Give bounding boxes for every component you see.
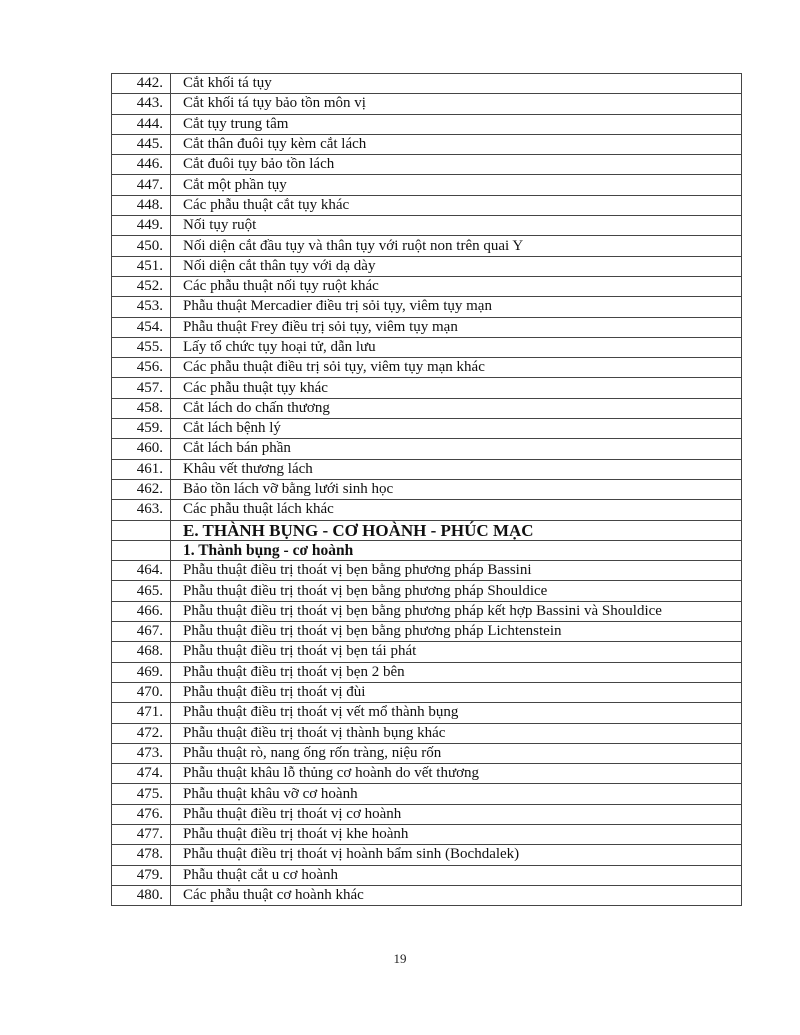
- row-number: 454.: [112, 317, 171, 337]
- row-number: 450.: [112, 236, 171, 256]
- table-row: [112, 419, 742, 439]
- row-text: Cắt lách bán phần: [171, 439, 742, 459]
- row-text: Các phẫu thuật nối tụy ruột khác: [171, 276, 742, 296]
- row-number: 461.: [112, 459, 171, 479]
- table-row: [112, 195, 742, 215]
- row-text: Các phẫu thuật lách khác: [171, 500, 742, 520]
- table-row: [112, 804, 742, 824]
- row-number: 475.: [112, 784, 171, 804]
- row-text: Phẫu thuật điều trị thoát vị bẹn bằng phương pháp kết hợp Bassini và Shouldice: [171, 601, 742, 621]
- row-number: 453.: [112, 297, 171, 317]
- row-text: Bảo tồn lách vỡ bằng lưới sinh học: [171, 479, 742, 499]
- row-number: 458.: [112, 398, 171, 418]
- table-row: [112, 682, 742, 702]
- row-number: 449.: [112, 216, 171, 236]
- table-row: [112, 520, 742, 540]
- row-number: 448.: [112, 195, 171, 215]
- table-row: [112, 317, 742, 337]
- row-text: E. THÀNH BỤNG - CƠ HOÀNH - PHÚC MẠC: [171, 520, 742, 540]
- row-number: 451.: [112, 256, 171, 276]
- row-text: Cắt khối tá tụy: [171, 74, 742, 94]
- row-text: Các phẫu thuật cắt tụy khác: [171, 195, 742, 215]
- row-number: 474.: [112, 764, 171, 784]
- row-text: Cắt lách do chấn thương: [171, 398, 742, 418]
- row-number: 476.: [112, 804, 171, 824]
- table-row: [112, 622, 742, 642]
- table-row: [112, 94, 742, 114]
- table-row: [112, 824, 742, 844]
- row-text: Phẫu thuật cắt u cơ hoành: [171, 865, 742, 885]
- row-number: 470.: [112, 682, 171, 702]
- row-number: [112, 520, 171, 540]
- row-text: Cắt lách bệnh lý: [171, 419, 742, 439]
- row-number: 471.: [112, 703, 171, 723]
- table-row: [112, 581, 742, 601]
- row-text: Phẫu thuật khâu lỗ thủng cơ hoành do vết thương: [171, 764, 742, 784]
- row-text: Lấy tổ chức tụy hoại tử, dẫn lưu: [171, 337, 742, 357]
- row-text: Các phẫu thuật điều trị sỏi tụy, viêm tụy mạn khác: [171, 358, 742, 378]
- row-number: 442.: [112, 74, 171, 94]
- table-row: [112, 459, 742, 479]
- row-text: Phẫu thuật khâu vỡ cơ hoành: [171, 784, 742, 804]
- table-row: [112, 216, 742, 236]
- row-number: 444.: [112, 114, 171, 134]
- row-text: Phẫu thuật điều trị thoát vị bẹn tái phát: [171, 642, 742, 662]
- table-row: [112, 479, 742, 499]
- table-row: [112, 703, 742, 723]
- table-row: [112, 398, 742, 418]
- row-number: 466.: [112, 601, 171, 621]
- row-text: Cắt đuôi tụy bảo tồn lách: [171, 155, 742, 175]
- table-row: [112, 297, 742, 317]
- row-text: Phẫu thuật điều trị thoát vị đùi: [171, 682, 742, 702]
- row-number: 464.: [112, 561, 171, 581]
- procedure-table-body: [112, 74, 742, 906]
- row-number: 478.: [112, 845, 171, 865]
- table-row: [112, 439, 742, 459]
- row-text: 1. Thành bụng - cơ hoành: [171, 540, 742, 560]
- row-text: Các phẫu thuật tụy khác: [171, 378, 742, 398]
- table-row: [112, 134, 742, 154]
- procedure-table: [111, 73, 742, 906]
- table-row: [112, 642, 742, 662]
- row-number: 459.: [112, 419, 171, 439]
- table-row: [112, 236, 742, 256]
- table-row: [112, 256, 742, 276]
- row-text: Phẫu thuật điều trị thoát vị bẹn 2 bên: [171, 662, 742, 682]
- table-row: [112, 378, 742, 398]
- row-text: Phẫu thuật điều trị thoát vị cơ hoành: [171, 804, 742, 824]
- row-number: 473.: [112, 743, 171, 763]
- row-number: 467.: [112, 622, 171, 642]
- table-row: [112, 175, 742, 195]
- table-row: [112, 500, 742, 520]
- row-number: 477.: [112, 824, 171, 844]
- row-text: Các phẫu thuật cơ hoành khác: [171, 885, 742, 905]
- row-number: 462.: [112, 479, 171, 499]
- row-text: Phẫu thuật điều trị thoát vị vết mổ thành bụng: [171, 703, 742, 723]
- row-text: Nối diện cắt đầu tụy và thân tụy với ruột non trên quai Y: [171, 236, 742, 256]
- row-number: 455.: [112, 337, 171, 357]
- table-row: [112, 540, 742, 560]
- row-number: 480.: [112, 885, 171, 905]
- table-row: [112, 358, 742, 378]
- row-text: Phẫu thuật điều trị thoát vị bẹn bằng phương pháp Shouldice: [171, 581, 742, 601]
- row-text: Phẫu thuật rò, nang ống rốn tràng, niệu rốn: [171, 743, 742, 763]
- table-row: [112, 74, 742, 94]
- table-row: [112, 337, 742, 357]
- table-row: [112, 845, 742, 865]
- row-number: 446.: [112, 155, 171, 175]
- table-row: [112, 114, 742, 134]
- row-number: 452.: [112, 276, 171, 296]
- row-number: 465.: [112, 581, 171, 601]
- row-text: Phẫu thuật điều trị thoát vị bẹn bằng phương pháp Bassini: [171, 561, 742, 581]
- table-row: [112, 155, 742, 175]
- row-text: Phẫu thuật Mercadier điều trị sỏi tụy, viêm tụy mạn: [171, 297, 742, 317]
- table-row: [112, 276, 742, 296]
- row-text: Phẫu thuật điều trị thoát vị khe hoành: [171, 824, 742, 844]
- table-row: [112, 764, 742, 784]
- table-row: [112, 743, 742, 763]
- table-row: [112, 601, 742, 621]
- table-row: [112, 561, 742, 581]
- row-text: Nối tụy ruột: [171, 216, 742, 236]
- table-row: [112, 662, 742, 682]
- row-number: 460.: [112, 439, 171, 459]
- row-text: Nối diện cắt thân tụy với dạ dày: [171, 256, 742, 276]
- table-row: [112, 865, 742, 885]
- row-number: 472.: [112, 723, 171, 743]
- table-row: [112, 784, 742, 804]
- row-number: 445.: [112, 134, 171, 154]
- row-text: Cắt tụy trung tâm: [171, 114, 742, 134]
- row-number: 443.: [112, 94, 171, 114]
- row-number: 447.: [112, 175, 171, 195]
- row-text: Cắt một phần tụy: [171, 175, 742, 195]
- row-text: Cắt thân đuôi tụy kèm cắt lách: [171, 134, 742, 154]
- row-text: Phẫu thuật điều trị thoát vị bẹn bằng phương pháp Lichtenstein: [171, 622, 742, 642]
- page-number: 19: [393, 951, 407, 966]
- row-text: Phẫu thuật điều trị thoát vị hoành bẩm sinh (Bochdalek): [171, 845, 742, 865]
- table-row: [112, 885, 742, 905]
- table-row: [112, 723, 742, 743]
- row-number: 469.: [112, 662, 171, 682]
- row-number: 456.: [112, 358, 171, 378]
- row-text: Cắt khối tá tụy bảo tồn môn vị: [171, 94, 742, 114]
- row-text: Phẫu thuật điều trị thoát vị thành bụng khác: [171, 723, 742, 743]
- row-text: Khâu vết thương lách: [171, 459, 742, 479]
- row-number: 468.: [112, 642, 171, 662]
- row-number: 457.: [112, 378, 171, 398]
- row-number: 463.: [112, 500, 171, 520]
- row-number: [112, 540, 171, 560]
- row-text: Phẫu thuật Frey điều trị sỏi tụy, viêm tụy mạn: [171, 317, 742, 337]
- row-number: 479.: [112, 865, 171, 885]
